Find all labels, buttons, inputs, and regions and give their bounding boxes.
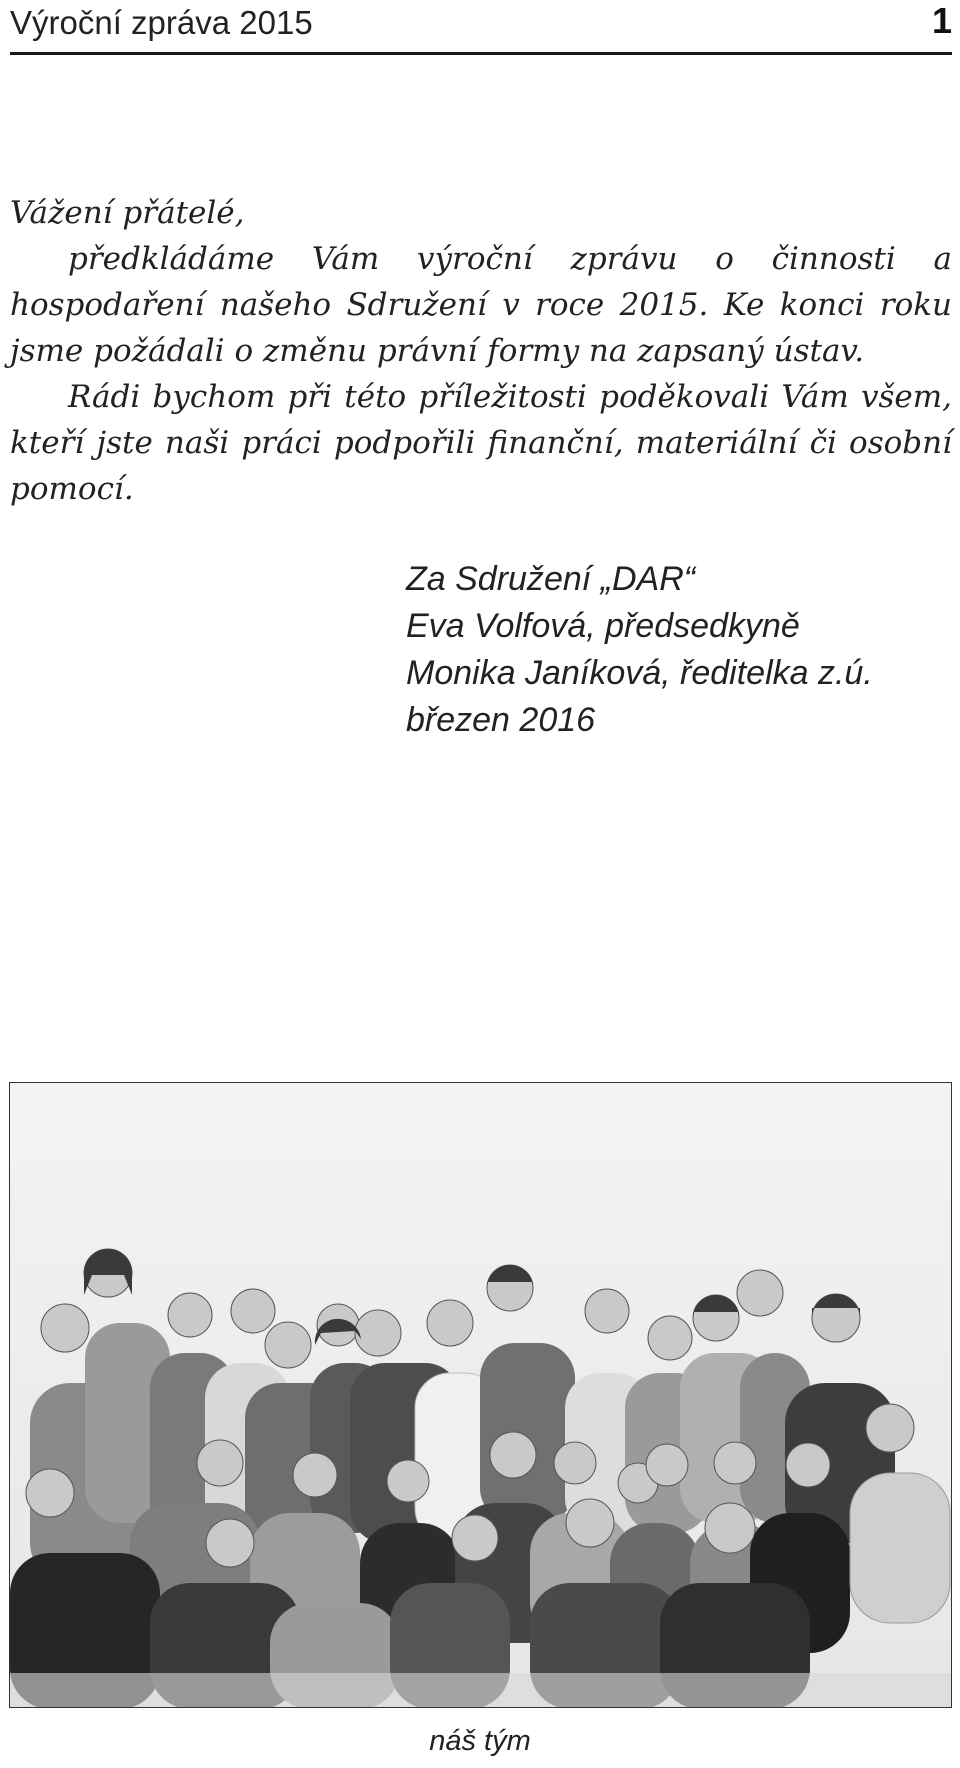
signature-organization: Za Sdružení „DAR“ xyxy=(406,560,696,598)
letter-body xyxy=(10,190,952,512)
page-number: 1 xyxy=(931,0,952,41)
page-header xyxy=(10,0,952,55)
document-title: Výroční zpráva 2015 xyxy=(10,4,313,41)
photo-caption: náš tým xyxy=(429,1725,531,1757)
greeting: Vážení přátelé, xyxy=(10,195,245,231)
team-photo-illustration xyxy=(10,1083,952,1708)
team-photo xyxy=(9,1082,952,1708)
signature-block xyxy=(406,556,873,744)
paragraph-thanks: Rádi bychom při této příležitosti poděkovali Vám všem, kteří jste naši práci podpořili finanční, materiální či osobní pomocí. xyxy=(10,379,952,507)
signature-date: březen 2016 xyxy=(406,701,596,739)
signature-chair: Eva Volfová, předsedkyně xyxy=(406,607,800,645)
paragraph-intro: předkládáme Vám výroční zprávu o činnosti a hospodaření našeho Sdružení v roce 2015. Ke konci roku jsme požádali o změnu právní formy na zapsaný ústav. xyxy=(10,241,952,369)
signature-director: Monika Janíková, ředitelka z.ú. xyxy=(406,654,873,692)
